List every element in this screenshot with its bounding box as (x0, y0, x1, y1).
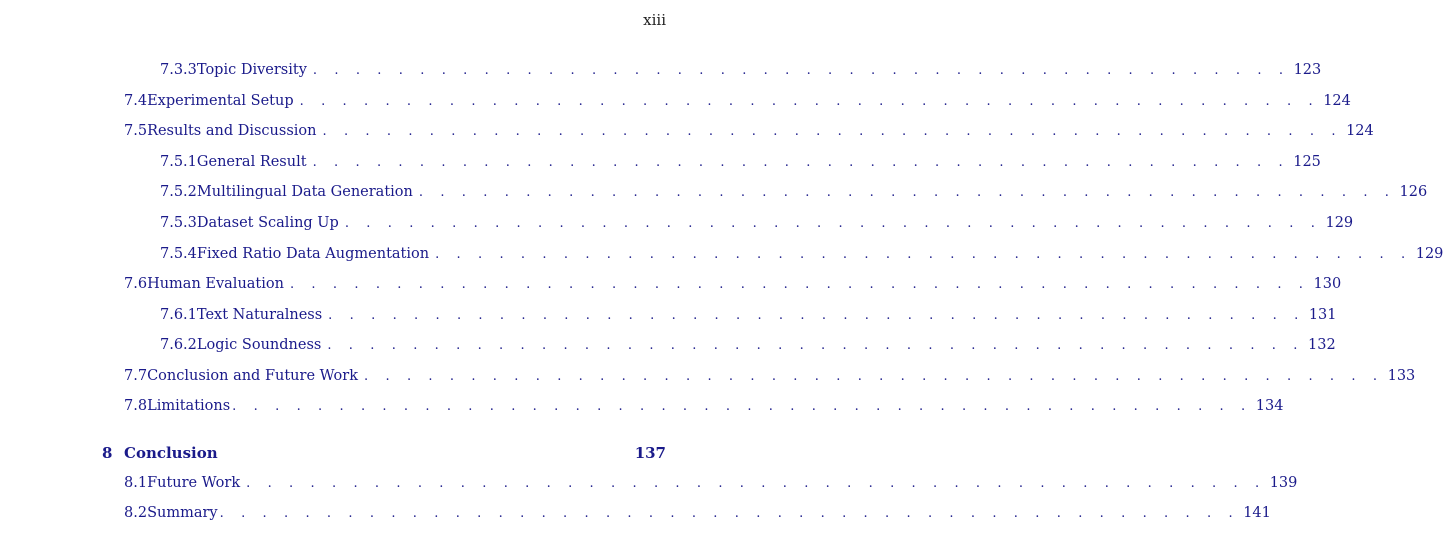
toc-entry-number: 7.6.2 (160, 337, 197, 353)
toc-entry[interactable] (160, 246, 1443, 268)
toc-entry-title[interactable]: Logic Soundness (197, 337, 327, 353)
toc-leader-dots: . . . . . . . . . . . . . . . . . . . . . . . . . . . . . . . . . . . . . . . . . . . . . . . . (299, 94, 1320, 109)
toc-entry[interactable] (160, 154, 1321, 176)
toc-entry[interactable] (124, 276, 1342, 298)
toc-entry-title[interactable]: Multilingual Data Generation (197, 184, 419, 200)
toc-chapter-number: 8 (102, 444, 113, 462)
toc-leader-dots: . . . . . . . . . . . . . . . . . . . . . . . . . . . . . . . . . . . . . . . . . . . . . . (418, 185, 1396, 200)
toc-entry-number: 8.1 (124, 475, 148, 491)
toc-entry-number: 7.3.3 (160, 62, 197, 78)
toc-entry-number: 7.6.1 (160, 307, 197, 323)
toc-entry-number: 7.4 (124, 93, 148, 109)
toc-entry-title[interactable]: Conclusion and Future Work (147, 368, 364, 384)
toc-entry[interactable] (124, 123, 1374, 145)
toc-entry-number: 7.5.2 (160, 184, 197, 200)
toc-entry-title[interactable]: Text Naturalness (197, 307, 328, 323)
toc-entry[interactable] (124, 505, 1271, 527)
toc-entry-page[interactable]: 125 (1289, 154, 1319, 170)
toc-entry[interactable] (124, 475, 1298, 497)
toc-entry-page[interactable]: 141 (1239, 505, 1269, 521)
toc-entry-page[interactable]: 129 (1321, 215, 1351, 231)
toc-entry-page[interactable]: 132 (1304, 337, 1334, 353)
toc-leader-dots: . . . . . . . . . . . . . . . . . . . . . . . . . . . . . . . . . . . . . . . . . . . . . . . . (219, 506, 1240, 521)
toc-entry-title[interactable]: Topic Diversity (197, 62, 313, 78)
toc-entry[interactable] (160, 337, 1336, 359)
toc-leader-dots: . . . . . . . . . . . . . . . . . . . . . . . . . . . . . . . . . . . . . . . . . . . . . . (327, 338, 1304, 353)
toc-entry-title[interactable]: Experimental Setup (147, 93, 300, 109)
toc-leader-dots: . . . . . . . . . . . . . . . . . . . . . . . . . . . . . . . . . . . . . . . . . . . . . . (312, 63, 1290, 78)
toc-leader-dots: . . . . . . . . . . . . . . . . . . . . . . . . . . . . . . . . . . . . . . . . . . . . . . . . (289, 277, 1310, 292)
toc-leader-dots: . . . . . . . . . . . . . . . . . . . . . . . . . . . . . . . . . . . . . . . . . . . . . . . . (246, 476, 1266, 491)
toc-leader-dots: . . . . . . . . . . . . . . . . . . . . . . . . . . . . . . . . . . . . . . . . . . . . . . (344, 216, 1322, 231)
page-number: xiii (643, 11, 666, 29)
toc-entry-title[interactable]: Dataset Scaling Up (197, 215, 345, 231)
toc-leader-dots: . . . . . . . . . . . . . . . . . . . . . . . . . . . . . . . . . . . . . . . . . . . . . . (328, 308, 1305, 323)
toc-entry[interactable] (160, 184, 1428, 206)
toc-entry-number: 7.5.1 (160, 154, 197, 170)
toc-entry[interactable] (160, 215, 1354, 237)
toc-entry-number: 7.6 (124, 276, 148, 292)
toc-entry-title[interactable]: Fixed Ratio Data Augmentation (197, 246, 435, 262)
toc-entry[interactable] (124, 368, 1416, 390)
toc-chapter-title[interactable]: Conclusion (124, 444, 224, 462)
toc-entry[interactable] (124, 398, 1284, 420)
toc-entry-title[interactable]: Summary (147, 505, 218, 521)
toc-leader-dots: . . . . . . . . . . . . . . . . . . . . . . . . . . . . . . . . . . . . . . . . . . . . . . (312, 155, 1290, 170)
toc-entry[interactable] (160, 307, 1337, 329)
toc-entry-number: 7.5 (124, 123, 148, 139)
toc-entry-number: 8.2 (124, 505, 148, 521)
toc-chapter-entry[interactable] (102, 444, 666, 466)
toc-leader-dots: . . . . . . . . . . . . . . . . . . . . . . . . . . . . . . . . . . . . . . . . . . . . . . . . (364, 369, 1384, 384)
toc-entry-title[interactable]: Results and Discussion (147, 123, 322, 139)
toc-entry[interactable] (160, 62, 1322, 84)
toc-entry-title[interactable]: General Result (197, 154, 313, 170)
toc-entry-number: 7.5.3 (160, 215, 197, 231)
toc-entry-number: 7.5.4 (160, 246, 197, 262)
toc-leader-dots: . . . . . . . . . . . . . . . . . . . . . . . . . . . . . . . . . . . . . . . . . . . . . . . . (232, 399, 1252, 414)
toc-entry-page[interactable]: 124 (1342, 123, 1372, 139)
toc-entry-page[interactable]: 131 (1305, 307, 1335, 323)
toc-leader-dots: . . . . . . . . . . . . . . . . . . . . . . . . . . . . . . . . . . . . . . . . . . . . . . (435, 247, 1412, 262)
toc-leader-dots: . . . . . . . . . . . . . . . . . . . . . . . . . . . . . . . . . . . . . . . . . . . . . . . . (322, 124, 1343, 139)
toc-entry-page[interactable]: 134 (1252, 398, 1282, 414)
toc-entry-page[interactable]: 133 (1384, 368, 1414, 384)
toc-entry-page[interactable]: 130 (1310, 276, 1340, 292)
toc-entry-title[interactable]: Human Evaluation (147, 276, 290, 292)
toc-entry-number: 7.8 (124, 398, 148, 414)
toc-entry-page[interactable]: 126 (1396, 184, 1426, 200)
toc-entry-page[interactable]: 139 (1266, 475, 1296, 491)
toc-entry[interactable] (124, 93, 1351, 115)
toc-entry-title[interactable]: Future Work (147, 475, 246, 491)
toc-chapter-page[interactable]: 137 (631, 444, 666, 462)
toc-entry-number: 7.7 (124, 368, 148, 384)
toc-entry-page[interactable]: 129 (1412, 246, 1442, 262)
toc-entry-page[interactable]: 124 (1319, 93, 1349, 109)
toc-entry-title[interactable]: Limitations (147, 398, 231, 414)
toc-entry-page[interactable]: 123 (1290, 62, 1320, 78)
